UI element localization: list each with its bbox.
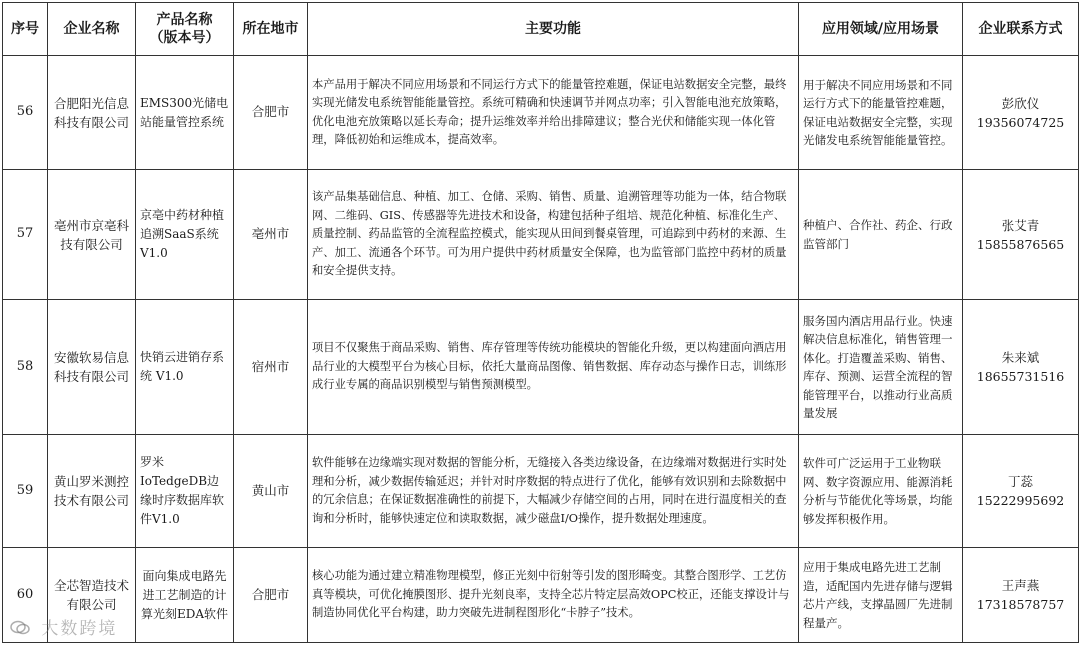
row-product: 罗米IoTedgeDB边缘时序数据库软件V1.0 — [136, 435, 234, 548]
row-company: 亳州市京亳科技有限公司 — [48, 170, 136, 300]
table-row — [3, 300, 1079, 435]
row-function: 本产品用于解决不同应用场景和不同运行方式下的能量管控难题，保证电站数据安全完整，最终实现光储发电系统智能能量管控。系统可精确和快速调节并网点功率；引入智能电池充放策略，优化电池充放策略以延长寿命；提升运维效率并给出排障建议；整合光伏和储能实现一体化管理，降低初始和运维成本，提高效率。 — [308, 56, 799, 170]
row-no: 60 — [3, 548, 48, 643]
header-row — [3, 3, 1079, 56]
row-function: 该产品集基础信息、种植、加工、仓储、采购、销售、质量、追溯管理等功能为一体，结合物联网、二维码、GIS、传感器等先进技术和设备，构建包括种子组培、规范化种植、标准化生产、质量控制、药品监管的全流程监控模式，能实现从田间到餐桌管理，可追踪到中药材的来源、生产、加工、流通各个环节。可为用户提供中药材质量安全保障，也为监管部门监控中药材的质量和安全提供支持。 — [308, 170, 799, 300]
row-company: 全芯智造技术有限公司 — [48, 548, 136, 643]
contact-phone: 15222995692 — [976, 493, 1065, 508]
row-function: 项目不仅聚焦于商品采购、销售、库存管理等传统功能模块的智能化升级，更以构建面向酒店用品行业的大模型平台为核心目标，依托大量商品图像、销售数据、库存动态与操作日志，训练形成行业专属的商品识别模型与销售预测模型。 — [308, 300, 799, 435]
row-application: 服务国内酒店用品行业。快速解决信息标准化，销售管理一体化。打造覆盖采购、销售、库存、预测、运营全流程的智能管理平台，以推动行业高质量发展 — [799, 300, 963, 435]
row-no: 59 — [3, 435, 48, 548]
row-company: 安徽软易信息科技有限公司 — [48, 300, 136, 435]
row-city: 合肥市 — [234, 56, 308, 170]
row-product: 京亳中药材种植追溯SaaS系统V1.0 — [136, 170, 234, 300]
row-product: EMS300光储电站能量管控系统 — [136, 56, 234, 170]
table-row — [3, 170, 1079, 300]
header-product-name: 产品名称 — [156, 12, 213, 28]
table-row — [3, 56, 1079, 170]
table-row — [3, 548, 1079, 643]
row-contact — [963, 548, 1079, 643]
header-contact: 企业联系方式 — [963, 3, 1079, 56]
watermark — [10, 614, 117, 639]
row-contact — [963, 435, 1079, 548]
header-product-version: （版本号） — [149, 30, 220, 46]
header-city: 所在地市 — [234, 3, 308, 56]
row-function: 核心功能为通过建立精准物理模型，修正光刻中衍射等引发的图形畸变。其整合图形学、工艺仿真等模块，可优化掩膜图形、提升光刻良率，支持全芯片特定层高效OPC校正，还能支撑设计与制造协同优化平台构建，助力突破先进制程图形化“卡脖子”技术。 — [308, 548, 799, 643]
row-function: 软件能够在边缘端实现对数据的智能分析，无缝接入各类边缘设备，在边缘端对数据进行实时处理和分析，减少数据传输延迟；并针对时序数据的特点进行了优化，能够有效识别和去除数据中的冗余信息；在保证数据准确性的前提下，大幅减少存储空间的占用，同时在进行温度相关的查询和分析时，能够快速定位和读取数据，减少磁盘I/O操作，提升数据处理速度。 — [308, 435, 799, 548]
header-company: 企业名称 — [48, 3, 136, 56]
contact-name: 张艾青 — [1001, 217, 1040, 233]
row-contact — [963, 56, 1079, 170]
contact-name: 丁蕊 — [1007, 474, 1033, 489]
table-row — [3, 435, 1079, 548]
header-product — [136, 3, 234, 56]
row-no: 58 — [3, 300, 48, 435]
contact-name: 王声燕 — [1001, 578, 1040, 593]
row-application: 应用于集成电路先进工艺制造，适配国内先进存储与逻辑芯片产线，支撑晶圆厂先进制程量产。 — [799, 548, 963, 643]
header-application: 应用领域/应用场景 — [799, 3, 963, 56]
contact-phone: 15855876565 — [976, 236, 1065, 252]
row-contact — [963, 170, 1079, 300]
header-function: 主要功能 — [308, 3, 799, 56]
row-city: 宿州市 — [234, 300, 308, 435]
row-company: 合肥阳光信息科技有限公司 — [48, 56, 136, 170]
watermark-text: 大数跨境 — [41, 619, 118, 639]
row-no: 57 — [3, 170, 48, 300]
row-application: 用于解决不同应用场景和不同运行方式下的能量管控难题，保证电站数据安全完整，实现光储发电系统智能能量管控。 — [799, 56, 963, 170]
contact-phone: 19356074725 — [976, 114, 1065, 130]
row-product: 面向集成电路先进工艺制造的计算光刻EDA软件 — [136, 548, 234, 643]
header-no: 序号 — [3, 3, 48, 56]
contact-name: 彭欣仪 — [1001, 95, 1040, 111]
row-application: 软件可广泛运用于工业物联网、数字资源应用、能源消耗分析与节能优化等场景，均能够发挥积极作用。 — [799, 435, 963, 548]
row-city: 亳州市 — [234, 170, 308, 300]
chat-bubble-icon — [10, 620, 30, 636]
product-table — [2, 2, 1079, 643]
contact-phone: 17318578757 — [976, 597, 1065, 612]
contact-phone: 18655731516 — [976, 369, 1065, 384]
row-company: 黄山罗米测控技术有限公司 — [48, 435, 136, 548]
row-city: 合肥市 — [234, 548, 308, 643]
row-contact — [963, 300, 1079, 435]
row-city: 黄山市 — [234, 435, 308, 548]
row-product: 快销云进销存系统 V1.0 — [136, 300, 234, 435]
row-application: 种植户、合作社、药企、行政监管部门 — [799, 170, 963, 300]
contact-name: 朱来斌 — [1001, 350, 1040, 365]
row-no: 56 — [3, 56, 48, 170]
